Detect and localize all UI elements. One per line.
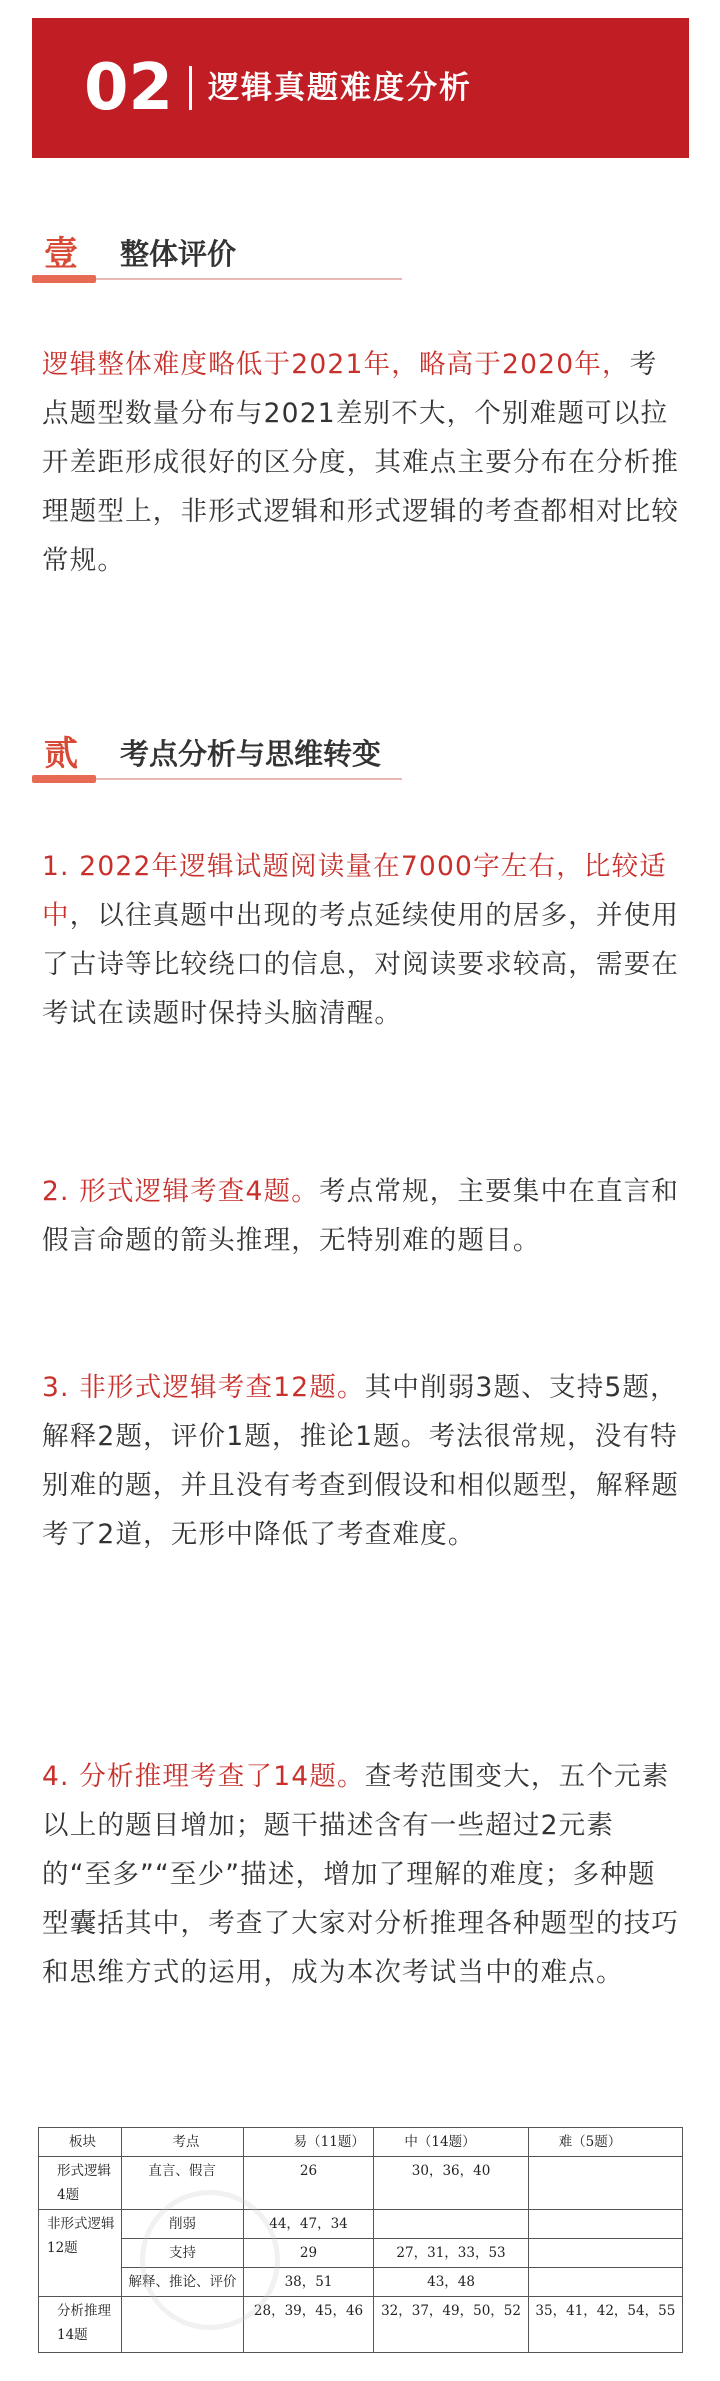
banner-title: 逻辑真题难度分析 (208, 70, 472, 106)
point-paragraph-1 (42, 842, 682, 1038)
point-highlight: 2. 形式逻辑考查4题。 (42, 1176, 319, 1207)
point-highlight: 1. 2022年逻辑试题阅读量在7000字左右，比较适中 (42, 851, 667, 931)
header-hard: 难（5题） (528, 2128, 682, 2157)
section-accent-bar (32, 275, 96, 283)
watermark-seal (140, 2190, 280, 2330)
header-block: 板块 (39, 2128, 122, 2157)
cell-block: 非形式逻辑 12题 (39, 2210, 122, 2297)
cell-point: 解释、推论、评价 (122, 2268, 243, 2297)
section-accent-bar (32, 775, 96, 783)
cell-mid (374, 2210, 528, 2239)
cell-easy: 38，51 (243, 2268, 374, 2297)
cell-point: 削弱 (122, 2210, 243, 2239)
cell-hard (528, 2157, 682, 2210)
cell-easy: 44，47，34 (243, 2210, 374, 2239)
cell-block: 分析推理 14题 (39, 2297, 122, 2353)
section-heading-analysis (32, 722, 402, 782)
cell-easy: 28，39，45，46 (243, 2297, 374, 2353)
point-text: 其中削弱3题、支持5题，解释2题，评价1题，推论1题。考法很常规，没有特别难的题，并且没有考查到假设和相似题型，解释题考了2道，无形中降低了考查难度。 (42, 1372, 680, 1550)
point-paragraph-2 (42, 1167, 682, 1265)
point-text: 查考范围变大，五个元素以上的题目增加；题干描述含有一些超过2元素的“至多”“至少”描述，增加了理解的难度；多种题型囊括其中，考查了大家对分析推理各种题型的技巧和思维方式的运用，成为本次考试当中的难点。 (42, 1761, 680, 1988)
overall-paragraph (42, 340, 682, 585)
table-header-row (39, 2128, 683, 2157)
point-highlight: 3. 非形式逻辑考查12题。 (42, 1372, 365, 1403)
cell-hard (528, 2239, 682, 2268)
overall-highlight: 逻辑整体难度略低于2021年，略高于2020年， (42, 349, 630, 380)
overall-text: 考点题型数量分布与2021差别不大，个别难题可以拉开差距形成很好的区分度，其难点主要分布在分析推理题型上，非形式逻辑和形式逻辑的考查都相对比较常规。 (42, 349, 680, 576)
cell-easy: 26 (243, 2157, 374, 2210)
point-paragraph-4 (42, 1752, 682, 1997)
cell-block: 形式逻辑 4题 (39, 2157, 122, 2210)
cell-mid: 32，37，49，50，52 (374, 2297, 528, 2353)
cell-easy: 29 (243, 2239, 374, 2268)
point-highlight: 4. 分析推理考查了14题。 (42, 1761, 365, 1792)
section-title: 考点分析与思维转变 (120, 737, 382, 771)
section-ordinal: 贰 (44, 734, 78, 774)
header-banner (32, 18, 689, 158)
banner-divider (189, 66, 192, 110)
cell-hard (528, 2210, 682, 2239)
cell-hard (528, 2268, 682, 2297)
table-row (39, 2297, 683, 2353)
question-distribution-table (38, 2127, 683, 2353)
section-heading-overall (32, 222, 402, 282)
section-number: 02 (84, 51, 174, 125)
cell-mid: 30，36，40 (374, 2157, 528, 2210)
cell-hard: 35，41，42，54，55 (528, 2297, 682, 2353)
section-ordinal: 壹 (44, 234, 78, 274)
table-row (39, 2210, 683, 2239)
point-text: 考点常规，主要集中在直言和假言命题的箭头推理，无特别难的题目。 (42, 1176, 680, 1256)
header-point: 考点 (122, 2128, 243, 2157)
table-row (39, 2239, 683, 2268)
section-title: 整体评价 (120, 237, 237, 271)
header-easy: 易（11题） (243, 2128, 374, 2157)
header-mid: 中（14题） (374, 2128, 528, 2157)
point-text: ，以往真题中出现的考点延续使用的居多，并使用了古诗等比较绕口的信息，对阅读要求较高，需要在考试在读题时保持头脑清醒。 (42, 900, 680, 1029)
cell-mid: 27，31，33，53 (374, 2239, 528, 2268)
cell-point: 支持 (122, 2239, 243, 2268)
table-row (39, 2157, 683, 2210)
point-paragraph-3 (42, 1363, 682, 1559)
cell-point: 直言、假言 (122, 2157, 243, 2210)
cell-mid: 43，48 (374, 2268, 528, 2297)
table-row (39, 2268, 683, 2297)
